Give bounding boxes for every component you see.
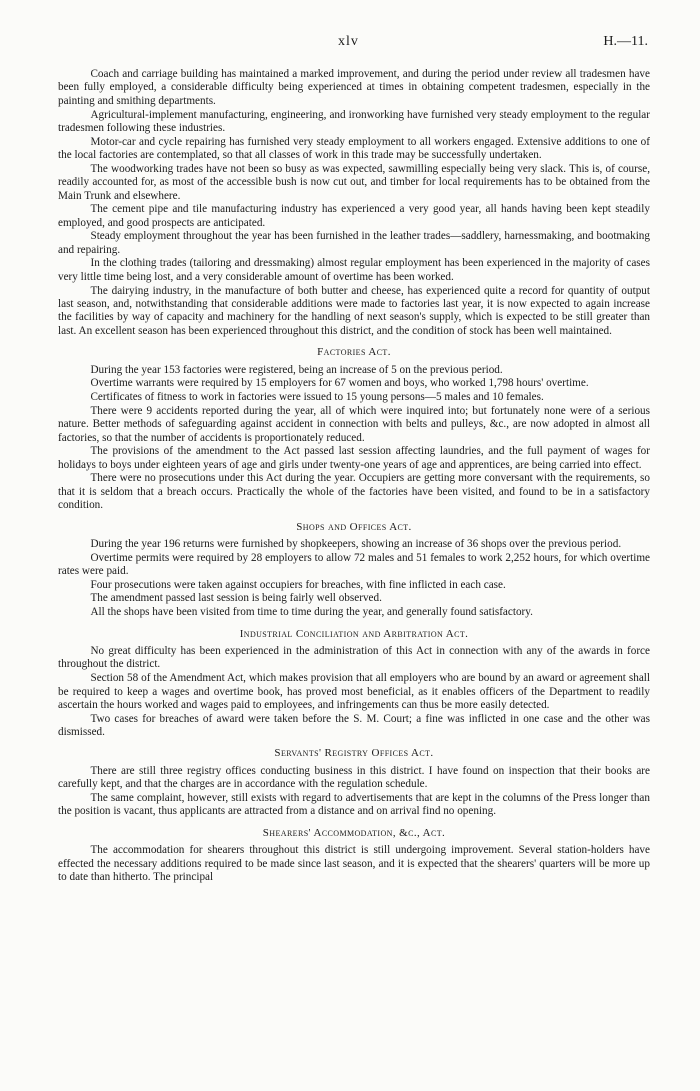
section-heading: Factories Act. bbox=[317, 346, 391, 359]
paragraph: Overtime warrants were required by 15 employers for 67 women and boys, who worked 1,798 hours' overtime. bbox=[90, 377, 589, 390]
paragraph: All the shops have been visited from time to time during the year, and generally found satisfactory. bbox=[90, 606, 533, 619]
section-shops-offices-act bbox=[58, 521, 650, 620]
section-registry-offices-act bbox=[58, 747, 650, 818]
section-heading: Servants' Registry Offices Act. bbox=[274, 747, 434, 760]
paragraph: The cement pipe and tile manufacturing industry has experienced a very good year, all hands having been kept steadily employed, and good prospects are anticipated. bbox=[58, 203, 650, 229]
paragraph: There were no prosecutions under this Act during the year. Occupiers are getting more conversant with the requirements, so that it is seldom that a breach occurs. Practically the whole of the factories have been visited, and found to be in a satisfactory condition. bbox=[58, 472, 650, 512]
section-heading: Shops and Offices Act. bbox=[296, 520, 412, 533]
paragraph: During the year 196 returns were furnished by shopkeepers, showing an increase of 36 shops over the previous period. bbox=[90, 537, 622, 550]
paragraph: Overtime permits were required by 28 employers to allow 72 males and 51 females to work 2,252 hours, for which overtime rates were paid. bbox=[58, 551, 650, 578]
paragraph: The dairying industry, in the manufacture of both butter and cheese, has experienced quite a record for quantity of output last season, and, notwithstanding that considerable additions were made to factories last year, it is now expected to again increase the facilities by way of capacity and machinery for the handling of next season's supply, which is expected to be still greater than last. An excellent season has been experienced throughout this district, and the condition of stock has been well maintained. bbox=[58, 284, 650, 337]
paragraph: The same complaint, however, still exists with regard to advertisements that are kept in the columns of the Press longer than the position is vacant, thus applicants are attracted from a distance and on arrival find no opening. bbox=[58, 791, 650, 818]
paragraph: The woodworking trades have not been so busy as was expected, sawmilling especially being very slack. This is, of course, readily accounted for, as most of the accessible bush is now cut out, and timber for local requirements has to be obtained from the Main Trunk and elsewhere. bbox=[58, 162, 650, 202]
paragraph: Agricultural-implement manufacturing, engineering, and ironworking have furnished very steady employment to the regular tradesmen following these industries. bbox=[58, 108, 650, 134]
paragraph: There are still three registry offices conducting business in this district. I have found on inspection that their books are carefully kept, and that the charges are in accordance with the regulation schedule. bbox=[58, 764, 650, 791]
paragraph: The amendment passed last session is being fairly well observed. bbox=[90, 592, 382, 605]
paragraph: Section 58 of the Amendment Act, which makes provision that all employers who are bound by an award or agreement shall be required to keep a wages and overtime book, has proved most beneficial, as it enables officers of the Department to readily ascertain the hours worked and wages paid to employees, and infringements can thus be more easily detected. bbox=[58, 672, 650, 711]
paragraph: In the clothing trades (tailoring and dressmaking) almost regular employment has been experienced in the majority of cases very little time being lost, and a very considerable amount of overtime has been worked. bbox=[58, 257, 650, 283]
document-reference: H.—11. bbox=[603, 34, 648, 49]
paragraph: Certificates of fitness to work in factories were issued to 15 young persons—5 males and 10 females. bbox=[90, 391, 544, 404]
section-heading: Industrial Conciliation and Arbitration Act. bbox=[239, 627, 469, 640]
paragraph: During the year 153 factories were registered, being an increase of 5 on the previous period. bbox=[90, 363, 503, 376]
paragraph: No great difficulty has been experienced in the administration of this Act in connection with any of the awards in force throughout the district. bbox=[58, 645, 650, 671]
paragraph: Coach and carriage building has maintained a marked improvement, and during the period under review all tradesmen have been fully employed, a considerable difficulty being experienced at times in obtaining competent tradesmen, especially in the painting and smithing departments. bbox=[58, 68, 650, 107]
page-number: xlv bbox=[338, 34, 359, 49]
section-trades bbox=[58, 68, 650, 338]
section-heading: Shearers' Accommodation, &c., Act. bbox=[262, 826, 446, 839]
report-body bbox=[58, 68, 650, 885]
paragraph: There were 9 accidents reported during the year, all of which were inquired into; but fortunately none were of a serious nature. Better methods of safeguarding against accident in connection with belts and pulleys, &c., are now adopted in almost all factories, so that the number of accidents is proportionately reduced. bbox=[58, 404, 650, 444]
page-header bbox=[0, 34, 700, 54]
section-shearers-accommodation-act bbox=[58, 827, 650, 885]
paragraph: Two cases for breaches of award were taken before the S. M. Court; a fine was inflicted in one case and the other was dismissed. bbox=[58, 712, 650, 739]
section-factories-act bbox=[58, 346, 650, 512]
paragraph: Steady employment throughout the year has been furnished in the leather trades—saddlery, harnessmaking, and bootmaking and repairing. bbox=[58, 230, 650, 256]
section-arbitration-act bbox=[58, 628, 650, 740]
paragraph: The provisions of the amendment to the Act passed last session affecting laundries, and the full payment of wages for holidays to boys under eighteen years of age and girls under twenty-one years of age and apprentices, are being carried into effect. bbox=[58, 445, 650, 471]
paragraph: Motor-car and cycle repairing has furnished very steady employment to all workers engaged. Extensive additions to one of the local factories are contemplated, so that all classes of work in this trade may be successfully undertaken. bbox=[58, 135, 650, 162]
paragraph: Four prosecutions were taken against occupiers for breaches, with fine inflicted in each case. bbox=[90, 578, 506, 591]
paragraph: The accommodation for shearers throughout this district is still undergoing improvement. Several station-holders have effected the necessary additions required to be made since last season, and it is expected that the shearers' quarters will be more up to date than hitherto. The principal bbox=[58, 844, 650, 883]
